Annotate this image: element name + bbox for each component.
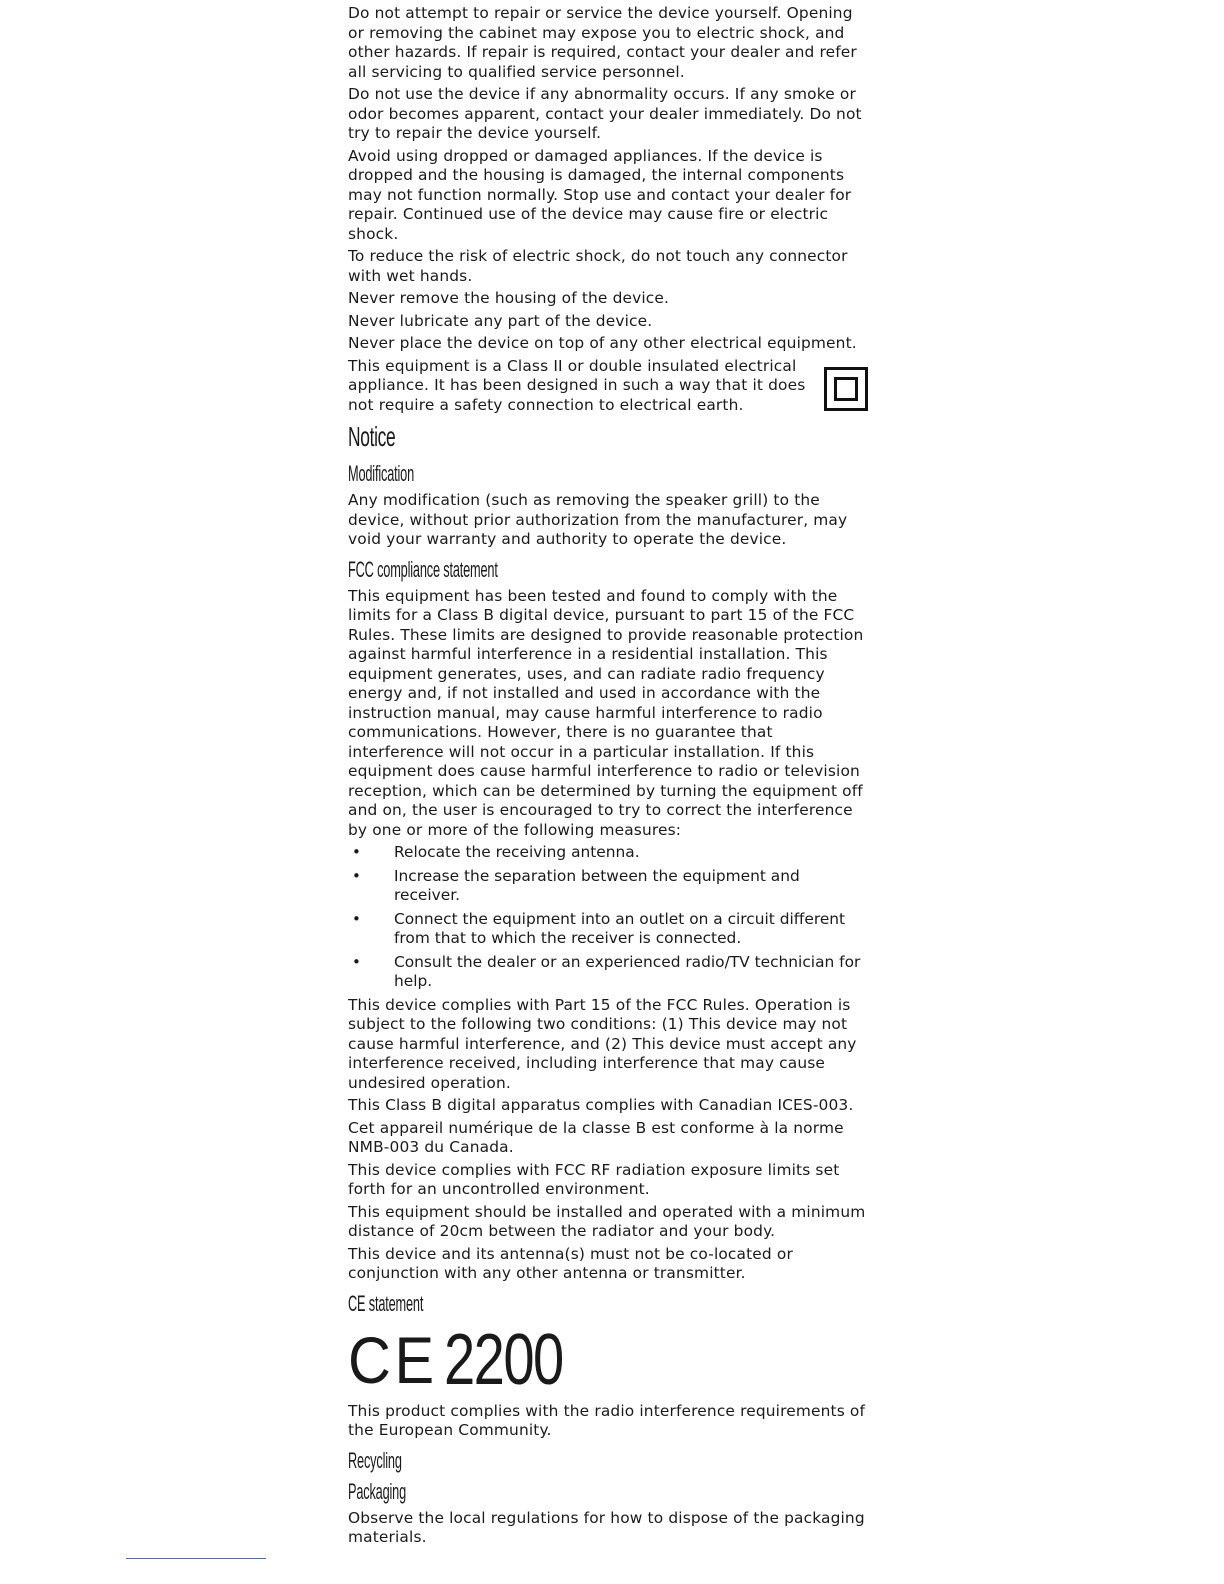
fcc-measures-list xyxy=(348,843,868,992)
ce-text: This product complies with the radio interference requirements of the European Community. xyxy=(348,1401,866,1439)
list-item: • Relocate the receiving antenna. xyxy=(352,843,640,861)
safety-abnormality: Do not use the device if any abnormality occurs. If any smoke or odor becomes apparent, contact your dealer immediately. Do not try to repair the device yourself. xyxy=(348,85,862,142)
packaging-heading: Packaging xyxy=(348,1478,407,1504)
packaging-text: Observe the local regulations for how to dispose of the packaging materials. xyxy=(348,1508,865,1546)
safety-dropped: Avoid using dropped or damaged appliances. If the device is dropped and the housing is damaged, the internal components may not function normally. Stop use and contact your dealer for repair. Continued use of the device may cause fire or electric shock. xyxy=(348,146,852,243)
recycling-heading: Recycling xyxy=(348,1447,402,1473)
safety-housing: Never remove the housing of the device. xyxy=(348,289,670,307)
bullet-icon: • xyxy=(352,866,361,885)
safety-class2: This equipment is a Class II or double insulated electrical appliance. It has been designed in such a way that it does not require a safety connection to electrical earth. xyxy=(348,356,806,414)
fcc-nmb: Cet appareil numérique de la classe B est conforme à la norme NMB-003 du Canada. xyxy=(348,1118,844,1156)
modification-heading: Modification xyxy=(348,461,415,486)
list-item: • Consult the dealer or an experienced radio/TV technician for help. xyxy=(352,952,861,990)
list-item: • Connect the equipment into an outlet on a circuit different from that to which the receiver is connected. xyxy=(352,909,846,947)
ce-mark-logo: CE xyxy=(348,1322,438,1397)
safety-placement: Never place the device on top of any other electrical equipment. xyxy=(348,334,857,352)
fcc-part15: This device complies with Part 15 of the FCC Rules. Operation is subject to the following two conditions: (1) This device may not cause harmful interference, and (2) This device must accept any interference received, including interference that may cause undesired operation. xyxy=(348,995,857,1092)
ce-mark-row xyxy=(348,1319,868,1400)
fcc-ices: This Class B digital apparatus complies with Canadian ICES-003. xyxy=(348,1096,854,1114)
bullet-icon: • xyxy=(352,843,361,861)
fcc-intro: This equipment has been tested and found to comply with the limits for a Class B digital device, pursuant to part 15 of the FCC Rules. These limits are designed to provide reasonable protection against harmful interference in a residential installation. This equipment generates, uses, and can radiate radio frequency energy and, if not installed and used in accordance with the instruction manual, may cause harmful interference to radio communications. However, there is no guarantee that interference will not occur in a particular installation. If this equipment does cause harmful interference to radio or television reception, which can be determined by turning the equipment off and on, the user is encouraged to try to correct the interference by one or more of the following measures: xyxy=(348,586,864,839)
bullet-icon: • xyxy=(352,909,361,928)
class-ii-double-insulation-icon xyxy=(824,367,868,411)
list-item: • Increase the separation between the equipment and receiver. xyxy=(352,866,800,904)
fcc-heading: FCC compliance statement xyxy=(348,556,498,582)
safety-lubricate: Never lubricate any part of the device. xyxy=(348,311,653,330)
modification-text: Any modification (such as removing the speaker grill) to the device, without prior authorization from the manufacturer, may void your warranty and authority to operate the device. xyxy=(348,491,848,548)
manual-page xyxy=(348,4,868,1551)
fcc-rf-exposure: This device complies with FCC RF radiation exposure limits set forth for an uncontrolled environment. xyxy=(348,1160,840,1198)
fcc-colocation: This device and its antenna(s) must not be co-located or conjunction with any other antenna or transmitter. xyxy=(348,1244,793,1282)
fcc-distance: This equipment should be installed and operated with a minimum distance of 20cm between the radiator and your body. xyxy=(348,1202,866,1240)
notice-heading: Notice xyxy=(348,421,396,452)
bullet-icon: • xyxy=(352,952,361,971)
notified-body-number: 2200 xyxy=(444,1319,563,1400)
ce-heading: CE statement xyxy=(348,1290,424,1316)
footnote-divider xyxy=(126,1558,266,1559)
class2-statement xyxy=(348,357,868,419)
safety-repair: Do not attempt to repair or service the device yourself. Opening or removing the cabinet may expose you to electric shock, and other hazards. If repair is required, contact your dealer and refer all servicing to qualified service personnel. xyxy=(348,4,857,81)
safety-wet-hands: To reduce the risk of electric shock, do not touch any connector with wet hands. xyxy=(348,247,848,285)
